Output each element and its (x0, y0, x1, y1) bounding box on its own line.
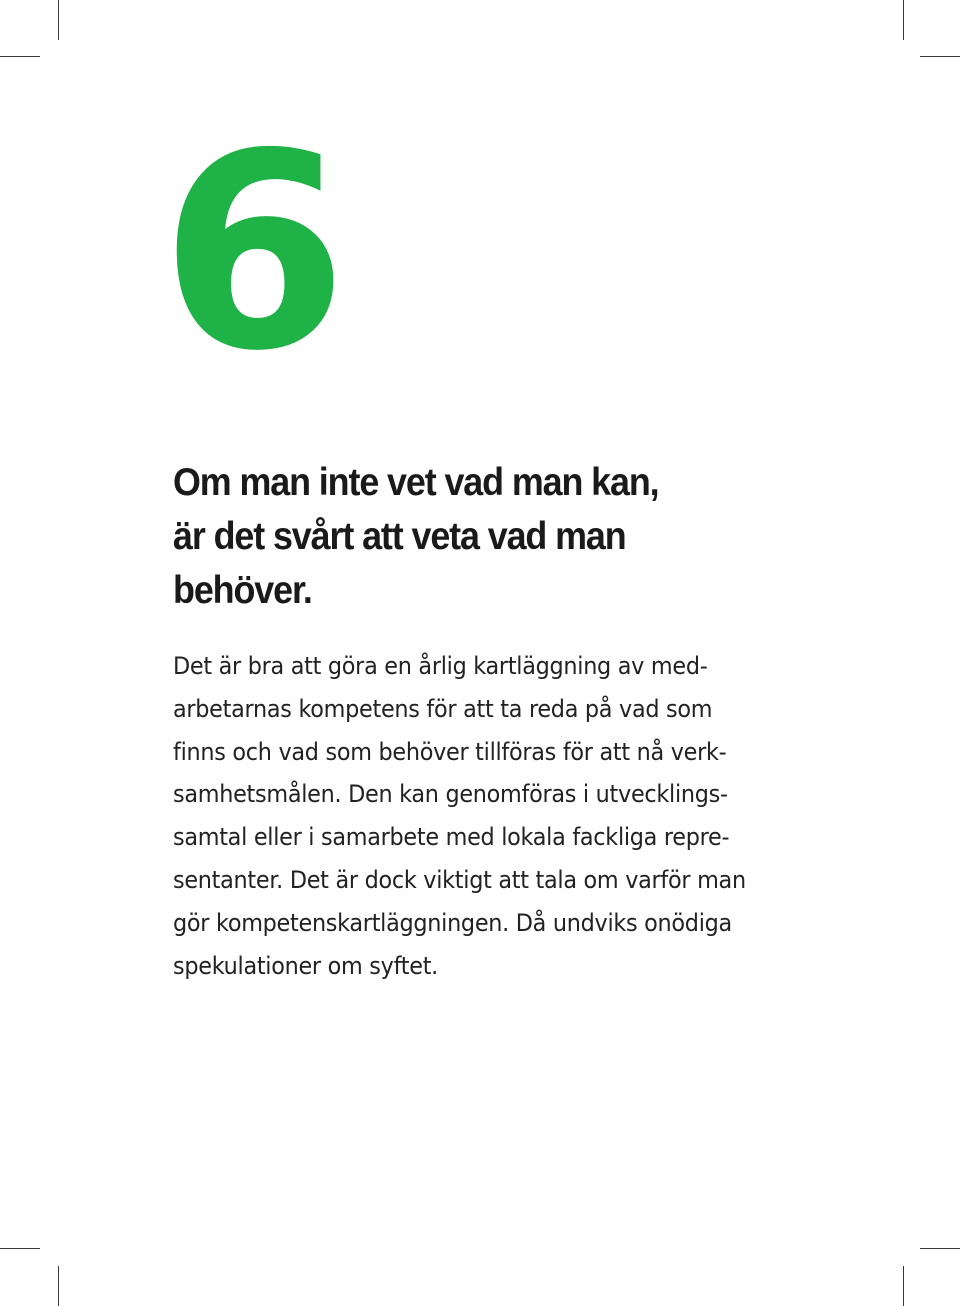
crop-mark (903, 1266, 904, 1306)
page-heading (173, 456, 688, 618)
crop-mark (920, 1248, 960, 1249)
crop-mark (0, 1248, 40, 1249)
chapter-number: 6 (160, 95, 344, 410)
body-line: gör kompetenskartläggningen. Då undviks onödiga (173, 908, 732, 937)
body-line: samhetsmålen. Den kan genomföras i utvecklings- (173, 780, 728, 809)
crop-mark (0, 56, 40, 57)
crop-mark (58, 0, 59, 40)
crop-mark (58, 1266, 59, 1306)
body-line: finns och vad som behöver tillföras för att nå verk- (173, 737, 727, 766)
body-line: arbetarnas kompetens för att ta reda på vad som (173, 694, 713, 723)
body-paragraph (173, 645, 787, 987)
body-line: spekulationer om syftet. (173, 951, 438, 980)
crop-mark (920, 56, 960, 57)
heading-line: är det svårt att veta vad man (173, 515, 626, 558)
heading-line: behöver. (173, 569, 312, 612)
body-line: Det är bra att göra en årlig kartläggning av med- (173, 652, 708, 680)
body-line: samtal eller i samarbete med lokala fackliga repre- (173, 823, 730, 852)
crop-mark (903, 0, 904, 40)
body-line: sentanter. Det är dock viktigt att tala om varför man (173, 865, 746, 894)
heading-line: Om man inte vet vad man kan, (173, 461, 659, 504)
